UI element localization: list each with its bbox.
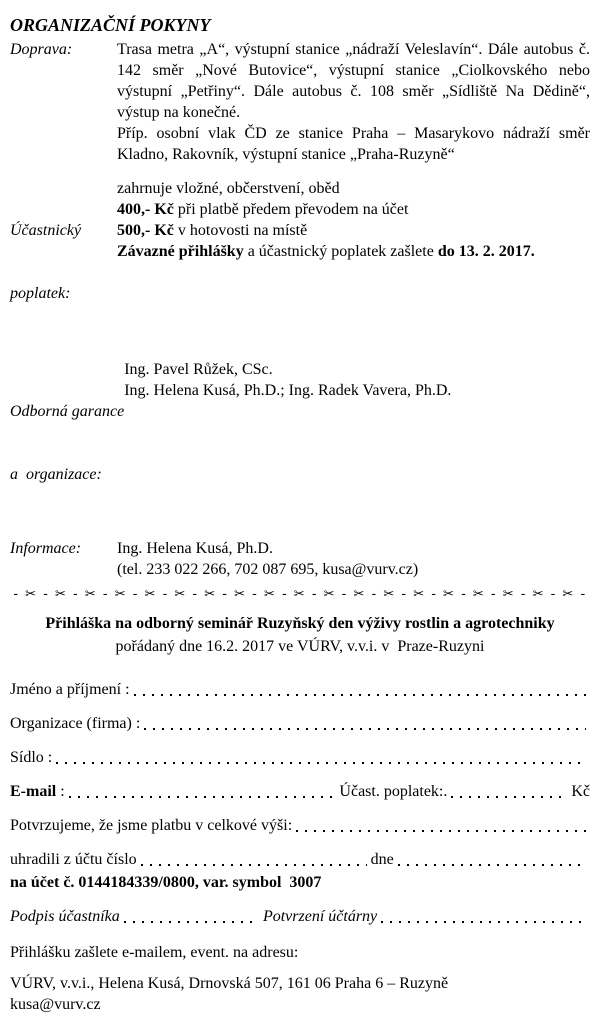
- fee-amount-cash: 500,- Kč: [117, 222, 174, 239]
- scissors-cut-line: - ✂ - ✂ - ✂ - ✂ - ✂ - ✂ - ✂ - ✂ - ✂ - ✂ - ✂ - ✂ - ✂ - ✂ - ✂ - ✂ - ✂ - ✂ - ✂ -: [13, 587, 587, 602]
- fee-line-3: [117, 220, 590, 241]
- date-label: dne: [370, 851, 394, 868]
- info-contact-phone-email: (tel. 233 022 266, 702 087 695, kusa@vurv.cz): [117, 561, 419, 578]
- fee-label-line-1: Účastnický: [10, 222, 82, 239]
- form-row-name: [10, 679, 590, 700]
- fee-deadline-lead: Závazné přihlášky: [117, 243, 244, 260]
- info-content: [117, 538, 590, 580]
- form-row-organization: [10, 713, 590, 734]
- fee-field-label: Účast. poplatek:.: [339, 783, 448, 800]
- guarantee-person-2: Ing. Helena Kusá, Ph.D.; Ing. Radek Vavera, Ph.D.: [124, 382, 452, 399]
- info-section: [10, 538, 590, 580]
- guarantee-section: [10, 359, 590, 527]
- fee-line-3-text: v hotovosti na místě: [173, 222, 308, 239]
- fee-label-line-2: poplatek:: [10, 285, 71, 302]
- info-contact-name: Ing. Helena Kusá, Ph.D.: [117, 540, 273, 557]
- guarantee-label-line-2: a organizace:: [10, 466, 102, 483]
- form-row-account-date: [10, 849, 590, 870]
- account-number-blank: [141, 849, 367, 870]
- address-field-blank: [56, 747, 586, 768]
- form-row-payment-confirmation: [10, 815, 590, 836]
- name-field-blank: [134, 679, 586, 700]
- payment-confirmation-label: Potvrzujeme, že jsme platbu v celkové výši:: [10, 817, 293, 834]
- fee-deadline-date: do 13. 2. 2017.: [437, 243, 535, 260]
- fee-line-2: [117, 199, 590, 220]
- fee-section: [10, 178, 590, 346]
- transport-content: [117, 39, 590, 165]
- accounting-confirmation-blank: [381, 906, 586, 927]
- fee-field-blank: [451, 781, 567, 802]
- paid-from-account-label: uhradili z účtu číslo: [10, 851, 137, 868]
- fee-currency-label: Kč: [571, 783, 590, 800]
- payment-amount-blank: [296, 815, 586, 836]
- transport-paragraph-2: Příp. osobní vlak ČD ze stanice Praha – Masarykovo nádraží směr Kladno, Rakovník, výstupní stanice „Praha-Ruzyně“: [117, 125, 590, 163]
- organization-field-blank: [144, 713, 586, 734]
- email-field-separator: :: [56, 783, 65, 800]
- address-field-label: Sídlo :: [10, 749, 53, 766]
- fee-label: [10, 178, 117, 346]
- send-instruction: Přihlášku zašlete e-mailem, event. na adresu:: [10, 944, 299, 961]
- info-label: Informace:: [10, 540, 82, 557]
- participant-signature-label: Podpis účastníka: [10, 908, 120, 925]
- transport-label: Doprava:: [10, 41, 73, 58]
- participant-signature-blank: [124, 906, 259, 927]
- form-row-email-fee: [10, 781, 590, 802]
- form-row-address: [10, 747, 590, 768]
- target-account-line: na účet č. 0144184339/0800, var. symbol 3007: [10, 874, 322, 891]
- mailing-address-email: kusa@vurv.cz: [10, 996, 101, 1013]
- fee-line-4: [117, 241, 590, 262]
- application-subtitle: pořádaný dne 16.2. 2017 ve VÚRV, v.v.i. v Praze-Ruzyni: [115, 638, 485, 655]
- guarantee-label: [10, 359, 124, 527]
- date-blank: [398, 849, 586, 870]
- guarantee-person-1: Ing. Pavel Růžek, CSc.: [124, 361, 273, 378]
- transport-section: [10, 39, 590, 165]
- email-field-label: E-mail: [10, 783, 57, 800]
- form-row-signatures: [10, 906, 590, 927]
- organization-field-label: Organizace (firma) :: [10, 715, 141, 732]
- mailing-address-line-1: VÚRV, v.v.i., Helena Kusá, Drnovská 507, 161 06 Praha 6 – Ruzyně: [10, 975, 449, 992]
- page-title: ORGANIZAČNÍ POKYNY: [10, 15, 211, 35]
- fee-content: [117, 178, 590, 346]
- fee-amount-advance: 400,- Kč: [117, 201, 174, 218]
- guarantee-content: [124, 359, 590, 527]
- transport-paragraph-1: Trasa metra „A“, výstupní stanice „nádraží Veleslavín“. Dále autobus č. 142 směr „Nové Butovice“, výstupní stanice „Ciolkovského nebo výstupní „Petřiny“. Dále autobus č. 108 směr „Sídliště Na Dědině“, výstup na konečné.: [117, 41, 590, 121]
- application-title: Přihláška na odborný seminář Ruzyňský den výživy rostlin a agrotechniky: [45, 615, 555, 632]
- accounting-confirmation-label: Potvrzení účtárny: [262, 908, 378, 925]
- email-field-blank: [69, 781, 336, 802]
- guarantee-label-line-1: Odborná garance: [10, 403, 125, 420]
- fee-line-2-text: při platbě předem převodem na účet: [173, 201, 409, 218]
- name-field-label: Jméno a příjmení :: [10, 681, 130, 698]
- fee-line-1: zahrnuje vložné, občerstvení, oběd: [117, 180, 340, 197]
- fee-deadline-text: a účastnický poplatek zašlete: [243, 243, 438, 260]
